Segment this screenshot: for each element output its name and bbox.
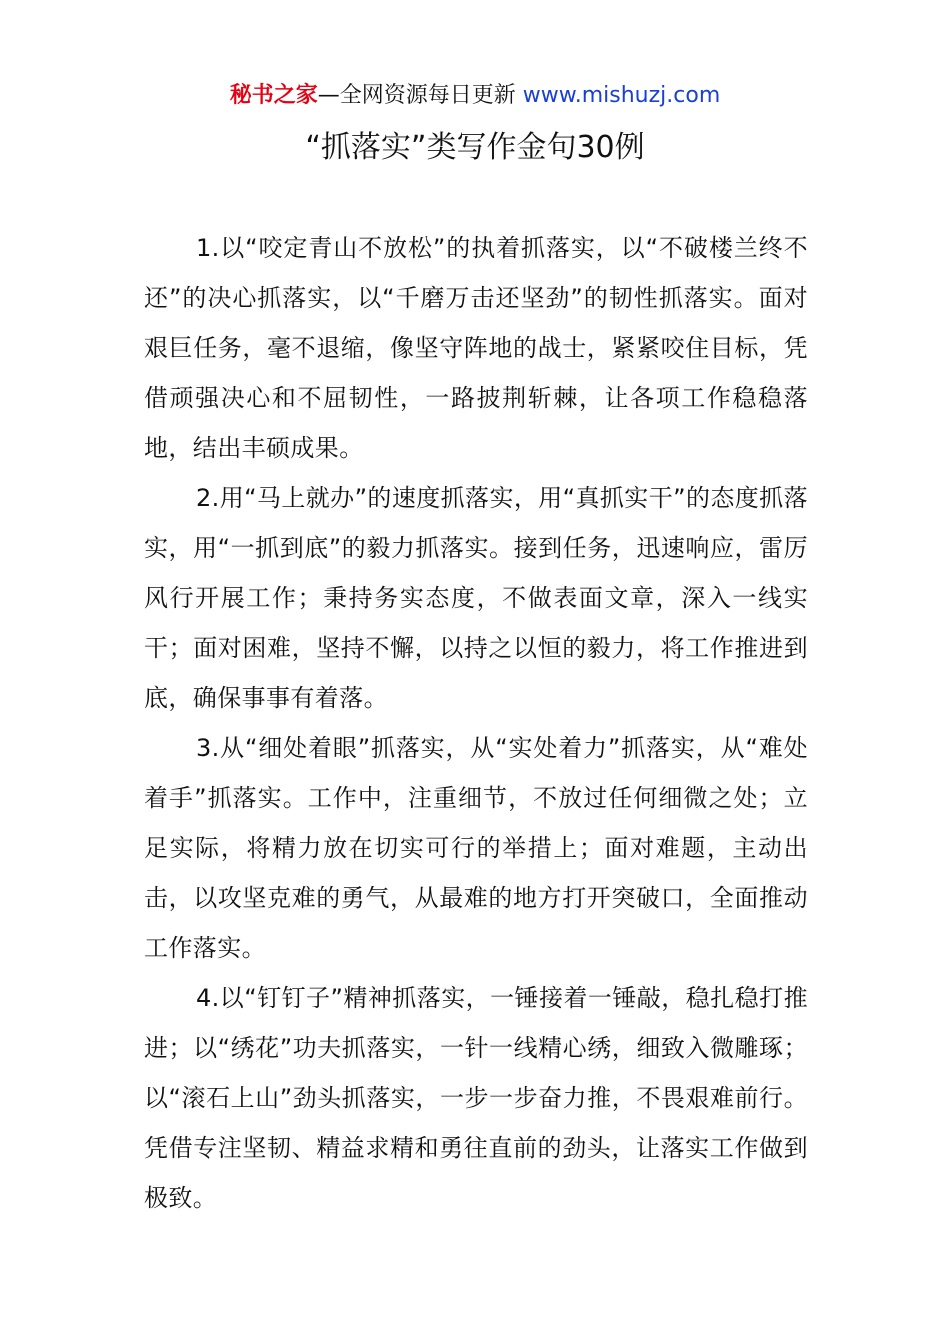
header-tagline: —全网资源每日更新 — [317, 83, 516, 108]
document-body — [144, 223, 808, 1223]
site-url-link[interactable]: www.mishuzj.com — [522, 83, 721, 108]
document-title: “抓落实”类写作金句30例 — [305, 130, 645, 165]
paragraph-1: 1.以“咬定青山不放松”的执着抓落实，以“不破楼兰终不还”的决心抓落实，以“千磨万击还坚劲”的韧性抓落实。面对艰巨任务，毫不退缩，像坚守阵地的战士，紧紧咬住目标，凭借顽强决心和不屈韧性，一路披荆斩棘，让各项工作稳稳落地，结出丰硕成果。 — [144, 234, 808, 462]
paragraph-4: 4.以“钉钉子”精神抓落实，一锤接着一锤敲，稳扎稳打推进；以“绣花”功夫抓落实，一针一线精心绣，细致入微雕琢；以“滚石上山”劲头抓落实，一步一步奋力推，不畏艰难前行。凭借专注坚韧、精益求精和勇往直前的劲头，让落实工作做到极致。 — [144, 984, 808, 1212]
paragraph-2: 2.用“马上就办”的速度抓落实，用“真抓实干”的态度抓落实，用“一抓到底”的毅力抓落实。接到任务，迅速响应，雷厉风行开展工作；秉持务实态度，不做表面文章，深入一线实干；面对困难，坚持不懈，以持之以恒的毅力，将工作推进到底，确保事事有着落。 — [144, 484, 808, 712]
paragraph-3: 3.从“细处着眼”抓落实，从“实处着力”抓落实，从“难处着手”抓落实。工作中，注重细节，不放过任何细微之处；立足实际，将精力放在切实可行的举措上；面对难题，主动出击，以攻坚克难的勇气，从最难的地方打开突破口，全面推动工作落实。 — [144, 734, 808, 962]
brand-name: 秘书之家 — [229, 83, 318, 108]
site-header — [0, 80, 950, 112]
